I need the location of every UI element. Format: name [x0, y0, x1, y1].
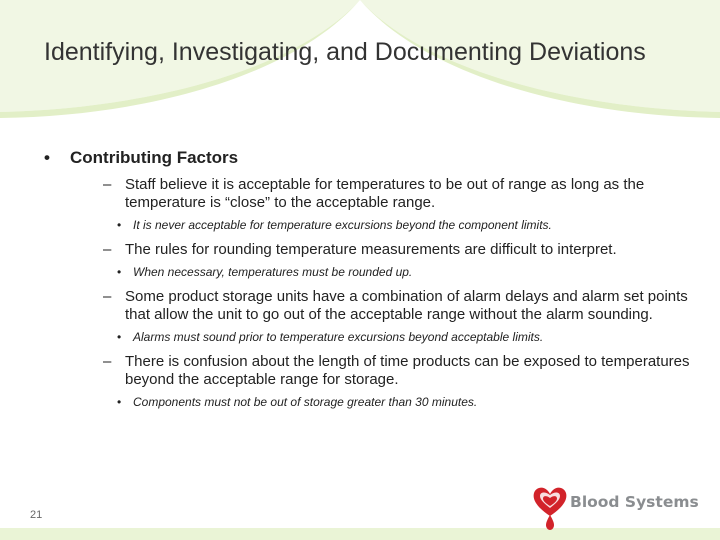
blood-systems-logo: [530, 482, 710, 532]
dash-marker: –: [103, 241, 112, 258]
logo-text: Blood Systems: [570, 493, 699, 511]
sub-sub-bullet-text: Alarms must sound prior to temperature excursions beyond acceptable limits.: [133, 330, 544, 344]
bullet-marker: •: [117, 395, 122, 409]
sub-sub-bullet-2: [117, 264, 684, 280]
sub-bullet-text: Staff believe it is acceptable for temperatures to be out of range as long as the temperature is “close” to the acceptable range.: [125, 176, 645, 211]
dash-marker: –: [103, 353, 112, 370]
heart-drop-logo-icon: [530, 482, 570, 532]
dash-marker: –: [103, 288, 112, 305]
sub-bullet-1: [103, 176, 690, 212]
sub-bullet-text: The rules for rounding temperature measurements are difficult to interpret.: [125, 241, 617, 258]
sub-bullet-2: [103, 241, 690, 259]
slide-content: [44, 148, 690, 410]
sub-sub-bullet-3: [117, 329, 684, 345]
sub-bullet-text: Some product storage units have a combination of alarm delays and alarm set points that allow the unit to go out of the acceptable range without the alarm sounding.: [125, 288, 688, 323]
bullet-level-1: [44, 148, 684, 168]
sub-sub-bullet-text: When necessary, temperatures must be rounded up.: [133, 265, 413, 279]
sub-sub-bullet-4: [117, 394, 684, 410]
page-number: 21: [30, 509, 43, 521]
bullet-marker: •: [117, 330, 122, 344]
sub-sub-bullet-text: Components must not be out of storage greater than 30 minutes.: [133, 395, 478, 409]
sub-bullet-4: [103, 353, 690, 389]
sub-bullet-3: [103, 288, 690, 324]
sub-bullet-text: There is confusion about the length of time products can be exposed to temperatures beyond the acceptable range for storage.: [125, 353, 690, 388]
bullet-marker: •: [117, 265, 122, 279]
slide-title: Identifying, Investigating, and Documenting Deviations: [44, 38, 646, 66]
sub-sub-bullet-text: It is never acceptable for temperature excursions beyond the component limits.: [133, 218, 552, 232]
sub-sub-bullet-1: [117, 217, 684, 233]
dash-marker: –: [103, 176, 112, 193]
bullet-text: Contributing Factors: [70, 148, 239, 167]
bullet-marker: •: [44, 148, 50, 167]
bullet-marker: •: [117, 218, 122, 232]
